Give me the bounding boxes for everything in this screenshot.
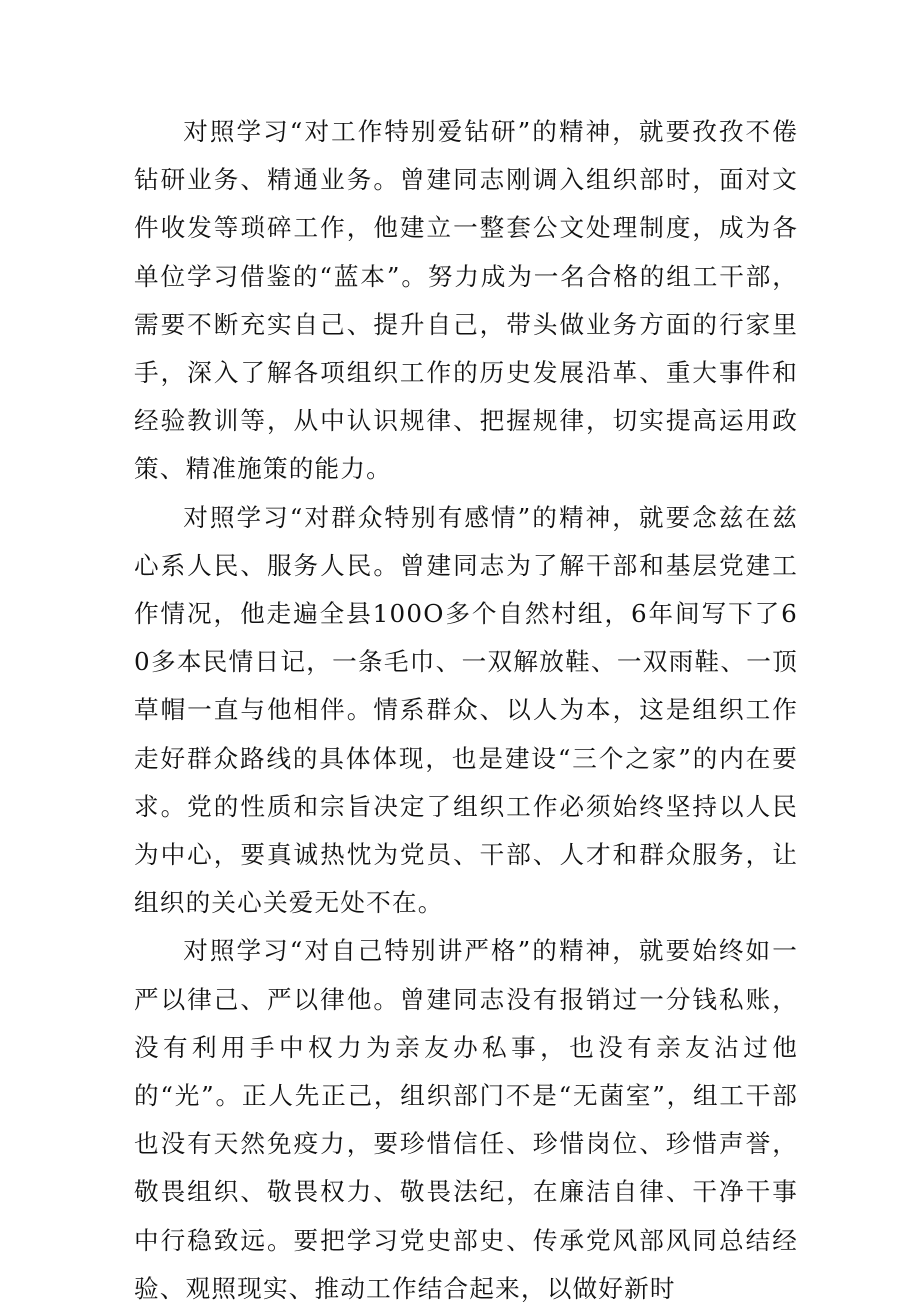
paragraph-1: 对照学习“对工作特别爱钻研”的精神，就要孜孜不倦钻研业务、精通业务。曾建同志刚调入组织部时，面对文件收发等琐碎工作，他建立一整套公文处理制度，成为各单位学习借鉴的“蓝本”。努力成为一名合格的组工干部，需要不断充实自己、提升自己，带头做业务方面的行家里手，深入了解各项组织工作的历史发展沿革、重大事件和经验教训等，从中认识规律、把握规律，切实提高运用政策、精准施策的能力。 (134, 117, 798, 484)
document-body (134, 108, 798, 1313)
paragraph-3: 对照学习“对自己特别讲严格”的精神，就要始终如一严以律己、严以律他。曾建同志没有报销过一分钱私账，没有利用手中权力为亲友办私事，也没有亲友沾过他的“光”。正人先正己，组织部门不是“无菌室”，组工干部也没有天然免疫力，要珍惜信任、珍惜岗位、珍惜声誉，敬畏组织、敬畏权力、敬畏法纪，在廉洁自律、干净干事中行稳致远。要把学习党史部史、传承党风部风同总结经验、观照现实、推动工作结合起来，以做好新时 (134, 936, 798, 1303)
paragraph-2: 对照学习“对群众特别有感情”的精神，就要念兹在兹心系人民、服务人民。曾建同志为了解干部和基层党建工作情况，他走遍全县100O多个自然村组，6年间写下了60多本民情日记，一条毛巾、一双解放鞋、一双雨鞋、一顶草帽一直与他相伴。情系群众、以人为本，这是组织工作走好群众路线的具体体现，也是建设“三个之家”的内在要求。党的性质和宗旨决定了组织工作必须始终坚持以人民为中心，要真诚热忱为党员、干部、人才和群众服务，让组织的关心关爱无处不在。 (134, 502, 798, 918)
